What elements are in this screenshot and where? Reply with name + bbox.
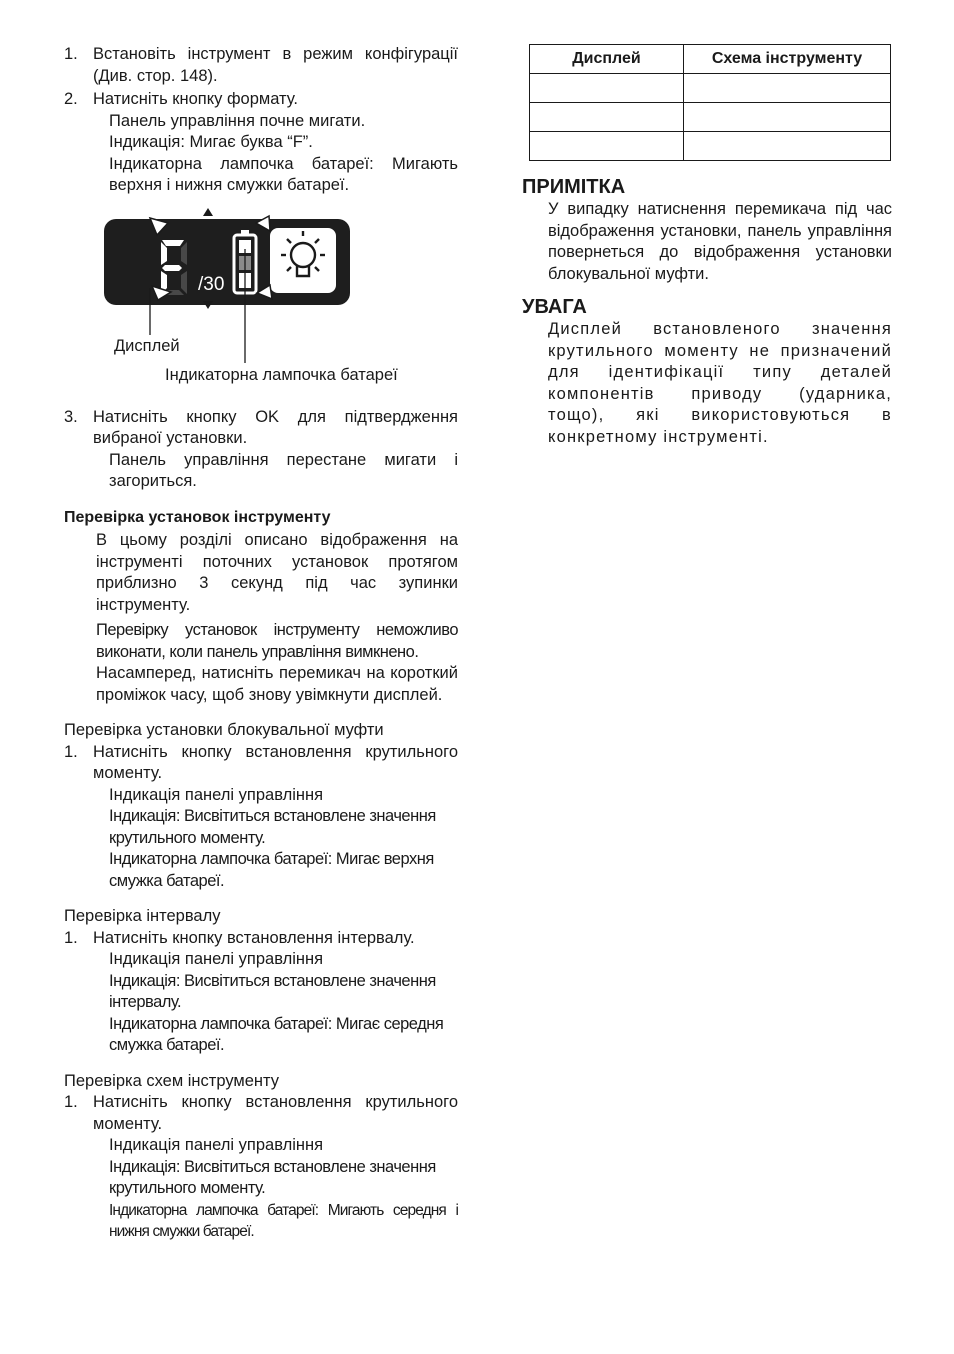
step-2 [64,89,458,111]
table-cell [684,103,891,132]
battery-label: Індикаторна лампочка батареї [165,365,398,384]
display-small-text: /30 [198,273,225,295]
step-3 [64,407,458,450]
clutch-sub-1: Індикація панелі управління [109,785,324,804]
table-header-scheme: Схема інструменту [684,45,891,74]
clutch-sub-3: Індикаторна лампочка батареї: Мигає верхня смужка батареї. [109,850,434,890]
interval-sub-2: Індикація: Висвітиться встановлене значення інтервалу. [109,971,436,1011]
clutch-sub-2: Індикація: Висвітиться встановлене значення крутильного моменту. [109,807,436,847]
step-2-sub-3: Індикаторна лампочка батареї: Мигають верхня і нижня смужки батареї. [109,154,458,194]
table-row [530,103,891,132]
check-settings-heading: Перевірка установок інструменту [64,508,331,526]
scheme-sub-2: Індикація: Висвітиться встановлене значення крутильного моменту. [109,1157,436,1197]
step-number: 3. [64,407,78,426]
table-cell [530,74,684,103]
control-panel-figure [64,203,458,403]
table-row [530,74,891,103]
table-header-display: Дисплей [530,45,684,74]
caution-heading: УВАГА [522,296,587,318]
check-paragraph-2b: Насамперед, натисніть перемикач на короткий проміжок часу, щоб знову увімкнути дисплей. [96,664,458,704]
table-row [530,132,891,161]
step-3-sub: Панель управління перестане мигати і загориться. [109,450,458,490]
check-paragraph-1: В цьому розділі описано відображення на інструменті поточних установок протягом приблизно 3 секунд під час зупинки інструменту. [96,531,458,614]
interval-step-1 [64,928,458,950]
note-paragraph: У випадку натиснення перемикача під час відображення установки, панель управління повернеться до відображення установки блокувальної муфти. [548,200,892,283]
step-number: 2. [64,90,78,108]
interval-check-heading: Перевірка інтервалу [64,907,221,925]
step-number: 1. [64,45,78,63]
step-text: Натисніть кнопку встановлення крутильного моменту. [93,1093,458,1133]
clutch-check-heading: Перевірка установки блокувальної муфти [64,721,384,739]
display-label: Дисплей [114,336,180,355]
right-column [522,44,892,448]
lamp-box [270,228,336,293]
table-cell [530,132,684,161]
scheme-step-1 [64,1092,458,1135]
clutch-step-1 [64,742,458,785]
step-number: 1. [64,742,78,761]
step-2-sub-1: Панель управління почне мигати. [109,111,366,130]
interval-sub-1: Індикація панелі управління [109,950,324,968]
step-2-sub-2: Індикація: Мигає буква “F”. [109,133,313,151]
interval-sub-3: Індикаторна лампочка батареї: Мигає середня смужка батареї. [109,1014,444,1054]
table-cell [530,103,684,132]
left-column [64,44,458,1243]
step-text: Натисніть кнопку встановлення інтервалу. [93,928,415,947]
display-scheme-table [529,44,891,161]
step-1 [64,44,458,87]
table-cell [684,132,891,161]
table-cell [684,74,891,103]
step-text: Натисніть кнопку встановлення крутильного моменту. [93,742,458,782]
scheme-sub-1: Індикація панелі управління [109,1136,324,1154]
note-heading: ПРИМІТКА [522,176,626,198]
step-text: Натисніть кнопку формату. [93,90,298,108]
step-number: 1. [64,1093,78,1111]
step-number: 1. [64,928,78,947]
table-header-row [530,45,891,74]
scheme-check-heading: Перевірка схем інструменту [64,1071,280,1090]
step-text: Встановіть інструмент в режим конфігурації (Див. стор. 148). [93,45,458,85]
check-paragraph-2a: Перевірку установок інструменту неможливо виконати, коли панель управління вимкнено. [96,621,458,661]
scheme-sub-3: Індикаторна лампочка батареї: Мигають середня і нижня смужки батареї. [109,1201,458,1240]
caution-paragraph: Дисплей встановленого значення крутильного моменту не призначений для ідентифікації типу деталей компонентів приводу (ударника, тощо), які використовуються в конкретному інструменті. [548,320,892,446]
step-text: Натисніть кнопку OK для підтвердження вибраної установки. [93,407,458,447]
